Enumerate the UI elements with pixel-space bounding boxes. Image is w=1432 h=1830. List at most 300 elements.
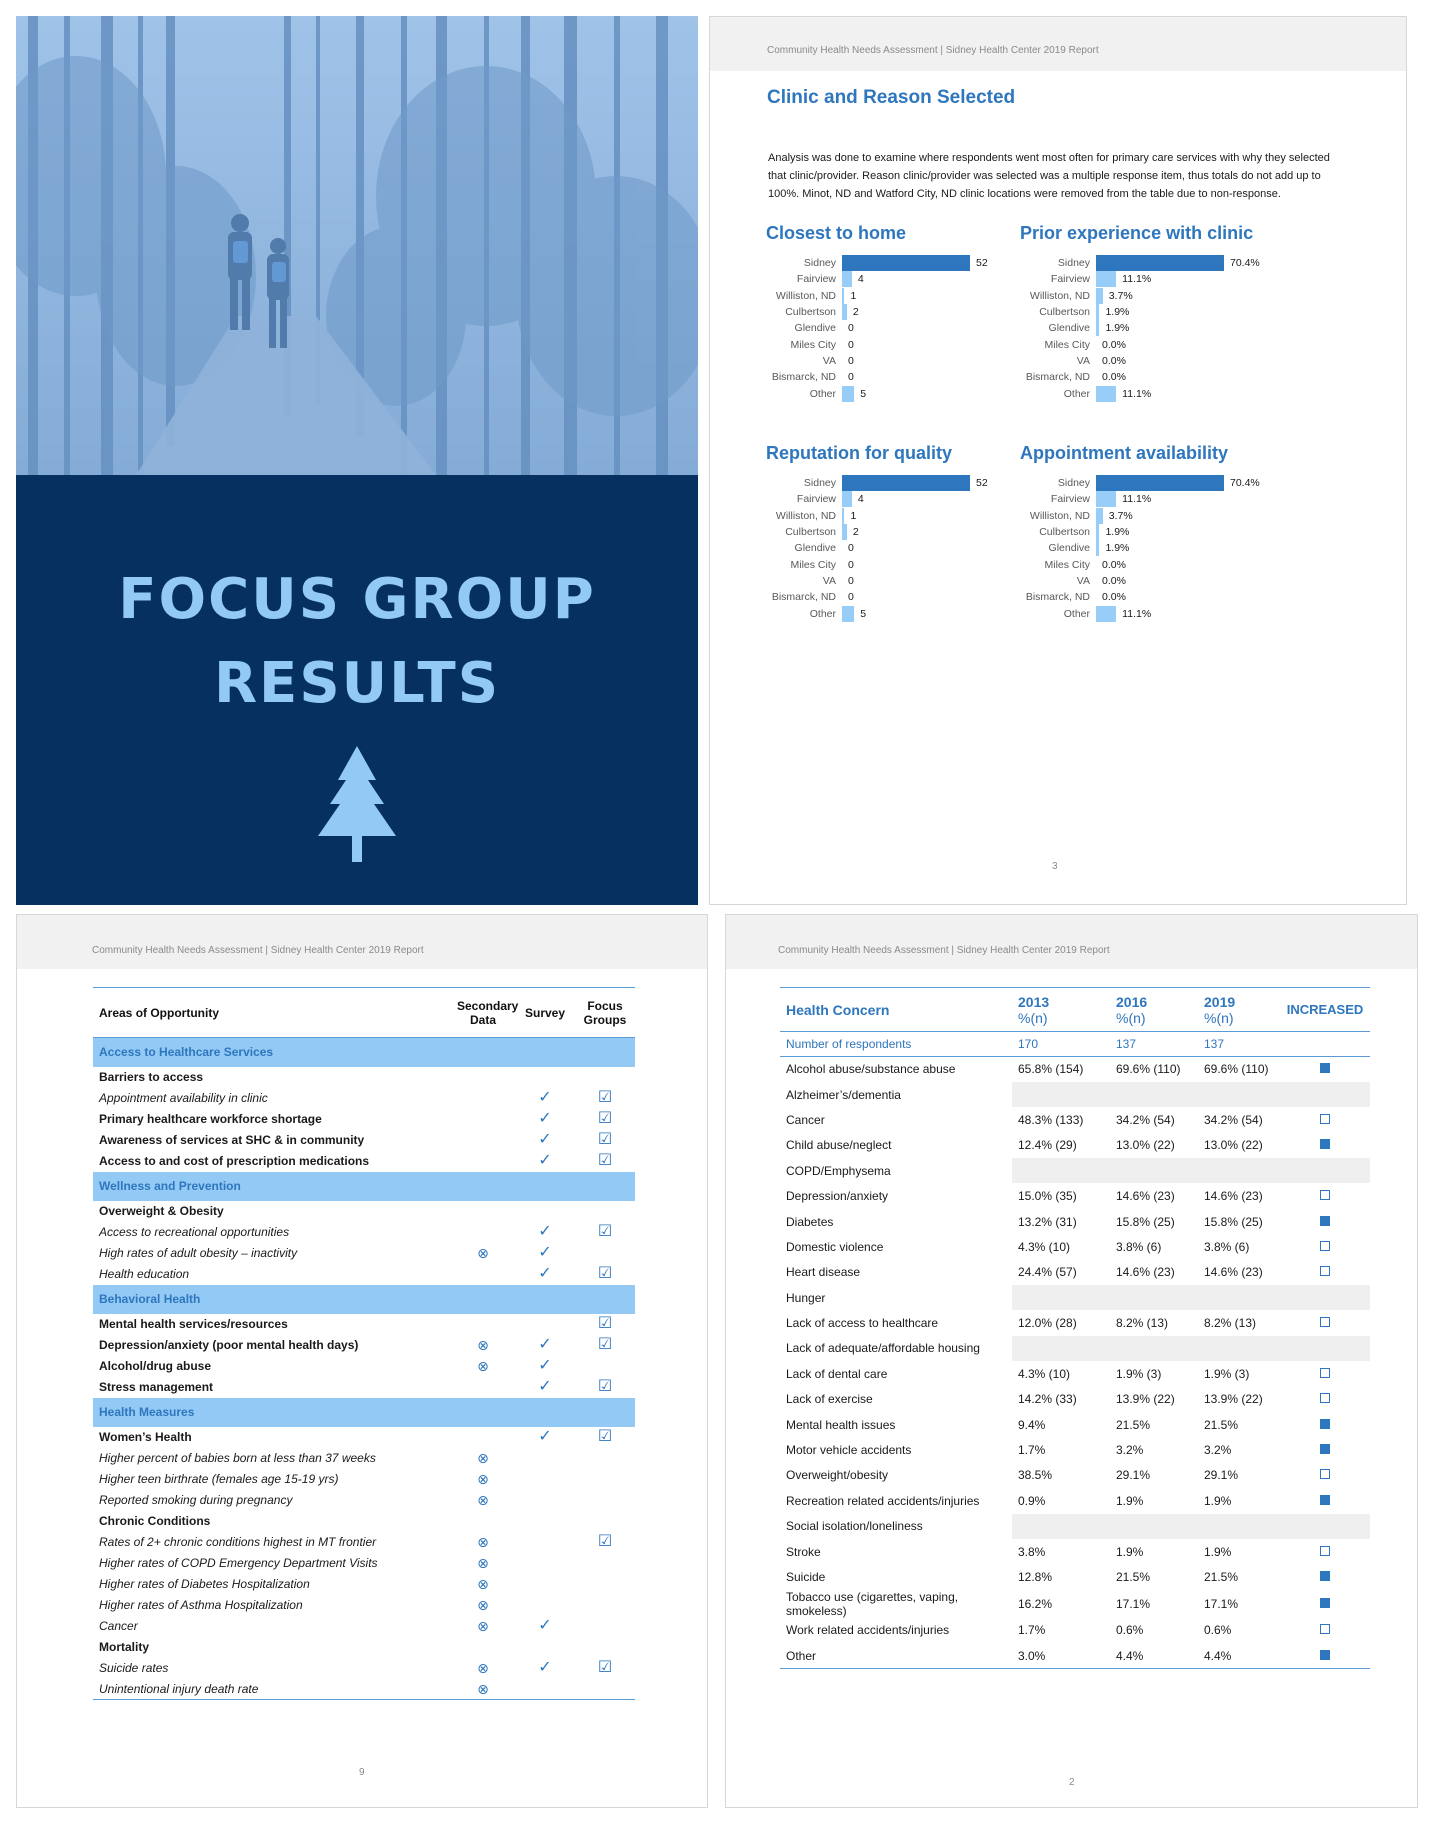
data-label: 2	[852, 306, 859, 319]
concern-label: Suicide	[786, 1570, 826, 1584]
survey-cell	[515, 1469, 575, 1490]
category-label: Sidney	[803, 257, 836, 269]
checkbox-icon: ☑	[597, 1315, 613, 1332]
area-label: Mortality	[99, 1640, 150, 1654]
concern-label: Recreation related accidents/injuries	[786, 1493, 980, 1508]
increased-cell	[1280, 1590, 1370, 1618]
intro-paragraph: Analysis was done to examine where respondents went most often for primary care services with why they selected that clinic/provider. Reason clinic/provider was selected was a multiple response item, thus totals do not add up to 100%. Minot, ND and Watford City, ND clinic locations were removed from the table due to non-response.	[768, 152, 1330, 200]
value-2013: 3.8%	[1018, 1544, 1046, 1559]
data-label: 52	[976, 477, 988, 489]
data-label: 0	[848, 338, 854, 351]
respondents-2019: 137	[1198, 1032, 1280, 1057]
category-label: Fairview	[796, 493, 836, 506]
value-2016: 4.4%	[1110, 1643, 1198, 1668]
category-label: Other	[1063, 387, 1090, 400]
bar	[1096, 304, 1099, 320]
checkbox-icon: ☑	[597, 1659, 613, 1676]
focus-cell	[575, 1553, 635, 1574]
value-2016: 1.9%	[1116, 1544, 1144, 1559]
value-2016: 14.6% (23)	[1116, 1189, 1175, 1204]
value-2019: 21.5%	[1204, 1570, 1239, 1584]
category-label: Other	[1063, 607, 1090, 620]
data-label: 1	[850, 509, 857, 522]
empty-square-icon	[1320, 1266, 1330, 1276]
empty-square-icon	[1320, 1190, 1330, 1200]
value-2016: 13.9% (22)	[1116, 1392, 1175, 1407]
bar	[1096, 386, 1116, 402]
increased-cell	[1280, 1463, 1370, 1488]
secondary-cell	[451, 1314, 515, 1335]
value-2013: 1.7%	[1018, 1623, 1046, 1638]
data-label: 52	[976, 257, 988, 269]
bar	[842, 255, 970, 271]
concern-label: COPD/Emphysema	[786, 1163, 891, 1178]
focus-cell	[575, 1448, 635, 1469]
value-2019: 3.2%	[1204, 1443, 1232, 1458]
focus-cell	[575, 1511, 635, 1532]
data-label: 1.9%	[1105, 306, 1130, 319]
table-row	[93, 1511, 635, 1532]
circle-x-icon: ⊗	[477, 1245, 489, 1261]
category-label: Bismarck, ND	[771, 371, 836, 384]
concern-label: Overweight/obesity	[786, 1468, 889, 1483]
table-row	[93, 1264, 635, 1285]
data-label: 3.7%	[1108, 509, 1133, 522]
table-row	[780, 1590, 1370, 1618]
concern-label: Work related accidents/injuries	[786, 1623, 950, 1638]
value-2019: 8.2% (13)	[1204, 1316, 1257, 1331]
table-row	[780, 1260, 1370, 1285]
col-secondary-data: Secondary Data	[451, 988, 515, 1038]
concern-label: Motor vehicle accidents	[786, 1443, 912, 1458]
bar	[1096, 255, 1224, 271]
increased-cell	[1280, 1234, 1370, 1259]
chart-title: Closest to home	[766, 223, 907, 243]
concern-label: Social isolation/loneliness	[786, 1519, 923, 1534]
focus-cell	[575, 1637, 635, 1658]
chart-title: Reputation for quality	[766, 443, 952, 463]
table-row	[780, 1514, 1370, 1539]
data-label: 70.4%	[1230, 257, 1260, 269]
value-2019: 17.1%	[1204, 1596, 1239, 1611]
page-header-text: Community Health Needs Assessment | Sidney Health Center 2019 Report	[92, 945, 424, 956]
data-label: 0	[848, 591, 854, 604]
circle-x-icon: ⊗	[477, 1492, 489, 1508]
secondary-cell	[451, 1109, 515, 1130]
increased-cell	[1280, 1618, 1370, 1643]
category-label: Miles City	[790, 558, 836, 571]
checkbox-icon: ☑	[597, 1089, 613, 1106]
value-2019: 69.6% (110)	[1204, 1062, 1269, 1077]
table-row	[780, 1412, 1370, 1437]
value-2019: 34.2% (54)	[1204, 1112, 1263, 1127]
bar	[842, 475, 970, 491]
filled-square-icon	[1320, 1598, 1330, 1608]
data-label: 1.9%	[1105, 542, 1130, 555]
survey-cell	[515, 1595, 575, 1616]
category-label: Williston, ND	[775, 509, 836, 522]
table-row	[780, 1539, 1370, 1564]
checkbox-icon: ☑	[597, 1428, 613, 1445]
table-row	[780, 1082, 1370, 1107]
category-label: Williston, ND	[775, 289, 836, 302]
bar	[842, 491, 852, 507]
value-2013: 48.3% (133)	[1018, 1112, 1084, 1127]
value-2019: 1.9% (3)	[1204, 1366, 1250, 1381]
table-row	[93, 1448, 635, 1469]
category-label: Glendive	[1048, 542, 1090, 555]
area-label: Primary healthcare workforce shortage	[99, 1112, 322, 1126]
increased-cell	[1280, 1539, 1370, 1564]
concern-label: Depression/anxiety	[786, 1189, 889, 1204]
value-2019: 1.9%	[1204, 1544, 1232, 1559]
section-label: Access to Healthcare Services	[93, 1038, 635, 1067]
value-2013: 3.0%	[1012, 1643, 1110, 1668]
bar	[842, 508, 844, 524]
value-2016: 3.2%	[1116, 1443, 1144, 1458]
page-title: Clinic and Reason Selected	[767, 87, 1016, 108]
blank-cell	[1012, 1158, 1370, 1183]
value-2019: 29.1%	[1204, 1468, 1239, 1483]
check-icon: ✓	[538, 1223, 552, 1240]
data-label: 70.4%	[1230, 477, 1260, 489]
category-label: VA	[1076, 575, 1090, 588]
checkbox-icon: ☑	[597, 1223, 613, 1240]
bar	[842, 606, 854, 622]
category-label: Sidney	[1057, 257, 1090, 269]
concern-label: Diabetes	[786, 1214, 834, 1229]
category-label: Culbertson	[1039, 526, 1090, 539]
empty-square-icon	[1320, 1114, 1330, 1124]
circle-x-icon: ⊗	[477, 1450, 489, 1466]
table-header-row	[93, 988, 635, 1038]
col-health-concern: Health Concern	[780, 988, 1012, 1032]
bar	[1096, 508, 1103, 524]
table-row	[780, 1310, 1370, 1335]
value-2019: 0.6%	[1204, 1623, 1232, 1638]
circle-x-icon: ⊗	[477, 1471, 489, 1487]
table-row	[93, 1201, 635, 1222]
category-label: Sidney	[803, 477, 836, 489]
value-2019: 14.6% (23)	[1204, 1189, 1263, 1204]
category-label: Williston, ND	[1029, 289, 1090, 302]
checkbox-icon: ☑	[597, 1152, 613, 1169]
area-label: Awareness of services at SHC & in community	[99, 1133, 365, 1147]
bar	[842, 386, 854, 402]
check-icon: ✓	[538, 1336, 552, 1353]
table-row	[93, 1314, 635, 1335]
check-icon: ✓	[538, 1152, 552, 1169]
category-label: Bismarck, ND	[1025, 591, 1090, 604]
checkbox-icon: ☑	[597, 1265, 613, 1282]
empty-square-icon	[1320, 1393, 1330, 1403]
value-2013: 0.9%	[1018, 1493, 1046, 1508]
empty-square-icon	[1320, 1368, 1330, 1378]
table-row	[780, 1107, 1370, 1132]
increased-cell	[1280, 1260, 1370, 1285]
value-2016: 1.9%	[1116, 1493, 1144, 1508]
table-row	[780, 1209, 1370, 1234]
bar	[842, 304, 847, 320]
value-2019: 13.0% (22)	[1204, 1138, 1263, 1153]
cover-title-line2: RESULTS	[213, 651, 501, 716]
blank-cell	[1012, 1285, 1370, 1310]
data-label: 0	[848, 575, 854, 588]
blank-cell	[1012, 1514, 1370, 1539]
area-label: Appointment availability in clinic	[99, 1091, 268, 1105]
value-2019: 4.4%	[1198, 1643, 1280, 1668]
data-label: 0	[848, 558, 854, 571]
area-label: Overweight & Obesity	[99, 1204, 224, 1218]
area-label: Depression/anxiety (poor mental health days)	[99, 1338, 359, 1352]
table-row	[93, 1222, 635, 1243]
value-2016: 1.9% (3)	[1116, 1366, 1162, 1381]
data-label: 0.0%	[1102, 338, 1126, 351]
category-label: Glendive	[1048, 322, 1090, 335]
check-icon: ✓	[538, 1659, 552, 1676]
value-2013: 65.8% (154)	[1018, 1062, 1084, 1077]
survey-cell	[515, 1637, 575, 1658]
respondents-label: Number of respondents	[780, 1032, 1012, 1057]
category-label: Bismarck, ND	[1025, 371, 1090, 384]
increased-cell	[1280, 1133, 1370, 1158]
area-label: Higher rates of Asthma Hospitalization	[99, 1598, 303, 1612]
concern-label: Tobacco use (cigarettes, vaping, smokeless)	[786, 1589, 959, 1618]
section-row	[93, 1285, 635, 1314]
category-label: Glendive	[794, 322, 836, 335]
focus-cell	[575, 1616, 635, 1637]
circle-x-icon: ⊗	[477, 1555, 489, 1571]
secondary-cell	[451, 1130, 515, 1151]
data-label: 11.1%	[1122, 493, 1152, 506]
concern-label: Lack of exercise	[786, 1392, 873, 1407]
category-label: Fairview	[1050, 493, 1090, 506]
value-2016: 15.8% (25)	[1116, 1214, 1175, 1229]
increased-cell	[1280, 1209, 1370, 1234]
area-label: Mental health services/resources	[99, 1317, 288, 1331]
category-label: Miles City	[790, 338, 836, 351]
value-2016: 3.8% (6)	[1116, 1239, 1162, 1254]
year-label: 2019	[1204, 993, 1236, 1010]
area-label: Alcohol/drug abuse	[99, 1359, 212, 1373]
focus-cell	[575, 1574, 635, 1595]
category-label: Other	[809, 387, 836, 400]
data-label: 11.1%	[1122, 273, 1152, 286]
table-row	[780, 1158, 1370, 1183]
table-row	[780, 1643, 1370, 1668]
concern-label: Domestic violence	[786, 1239, 884, 1254]
data-label: 0.0%	[1102, 558, 1126, 571]
increased-cell	[1280, 1437, 1370, 1462]
concern-label: Lack of access to healthcare	[786, 1316, 939, 1331]
respondents-2013: 170	[1012, 1032, 1110, 1057]
value-2016: 14.6% (23)	[1116, 1265, 1175, 1280]
check-icon: ✓	[538, 1357, 552, 1374]
secondary-cell	[451, 1067, 515, 1088]
concern-label: Alcohol abuse/substance abuse	[786, 1062, 956, 1077]
value-2013: 15.0% (35)	[1018, 1189, 1077, 1204]
table-row	[780, 1564, 1370, 1589]
focus-cell	[575, 1595, 635, 1616]
secondary-cell	[451, 1201, 515, 1222]
chart-title: Appointment availability	[1020, 443, 1229, 463]
col-areas: Areas of Opportunity	[93, 988, 451, 1038]
table-row	[780, 1361, 1370, 1386]
category-label: Bismarck, ND	[771, 591, 836, 604]
circle-x-icon: ⊗	[477, 1618, 489, 1634]
page-header-text: Community Health Needs Assessment | Sidney Health Center 2019 Report	[778, 945, 1110, 956]
survey-cell	[515, 1679, 575, 1700]
empty-square-icon	[1320, 1546, 1330, 1556]
data-label: 0.0%	[1102, 575, 1126, 588]
table-row	[780, 1387, 1370, 1412]
table-row	[93, 1335, 635, 1356]
survey-cell	[515, 1201, 575, 1222]
section-label: Behavioral Health	[93, 1285, 635, 1314]
check-icon: ✓	[538, 1131, 552, 1148]
blank-cell	[1012, 1336, 1370, 1361]
col-2016	[1110, 988, 1198, 1032]
value-2013: 12.0% (28)	[1018, 1316, 1077, 1331]
category-label: Culbertson	[785, 526, 836, 539]
survey-cell	[515, 1532, 575, 1553]
circle-x-icon: ⊗	[477, 1358, 489, 1374]
bar	[842, 288, 844, 304]
table-row	[93, 1377, 635, 1398]
table-row	[93, 1637, 635, 1658]
table-header-row	[780, 988, 1370, 1032]
bar	[1096, 320, 1099, 336]
data-label: 0.0%	[1102, 371, 1126, 384]
increased-cell	[1280, 1183, 1370, 1208]
value-2013: 4.3% (10)	[1018, 1366, 1071, 1381]
respondents-2016: 137	[1110, 1032, 1198, 1057]
area-label: Barriers to access	[99, 1070, 204, 1084]
secondary-cell	[451, 1377, 515, 1398]
increased-cell	[1280, 1387, 1370, 1412]
area-label: High rates of adult obesity – inactivity	[99, 1246, 298, 1260]
year-sub: %(n)	[1204, 1009, 1234, 1026]
filled-square-icon	[1320, 1444, 1330, 1454]
table-row	[93, 1088, 635, 1109]
survey-cell	[515, 1067, 575, 1088]
checkbox-icon: ☑	[597, 1131, 613, 1148]
section-label: Wellness and Prevention	[93, 1172, 635, 1201]
forest-trail-photo	[16, 16, 698, 475]
category-label: Culbertson	[1039, 306, 1090, 319]
value-2013: 13.2% (31)	[1018, 1214, 1077, 1229]
category-label: Fairview	[1050, 273, 1090, 286]
data-label: 1	[850, 289, 857, 302]
data-label: 3.7%	[1108, 289, 1133, 302]
page-9	[16, 914, 708, 1808]
increased-cell	[1280, 1107, 1370, 1132]
table-row	[780, 1285, 1370, 1310]
value-2019: 3.8% (6)	[1204, 1239, 1250, 1254]
data-label: 2	[852, 526, 859, 539]
area-label: Rates of 2+ chronic conditions highest in MT frontier	[99, 1535, 377, 1549]
area-label: Health education	[99, 1267, 190, 1281]
secondary-cell	[451, 1222, 515, 1243]
area-label: Higher rates of COPD Emergency Department Visits	[99, 1556, 378, 1570]
check-icon: ✓	[538, 1089, 552, 1106]
checkbox-icon: ☑	[597, 1533, 613, 1550]
circle-x-icon: ⊗	[477, 1534, 489, 1550]
col-2019	[1198, 988, 1280, 1032]
concern-label: Lack of adequate/affordable housing	[786, 1341, 980, 1356]
section-label: Health Measures	[93, 1398, 635, 1427]
table-row	[93, 1130, 635, 1151]
check-icon: ✓	[538, 1428, 552, 1445]
table-row	[93, 1616, 635, 1637]
empty-square-icon	[1320, 1317, 1330, 1327]
page-header-bar	[710, 17, 1406, 71]
value-2013: 4.3% (10)	[1018, 1239, 1071, 1254]
filled-square-icon	[1320, 1650, 1330, 1660]
col-survey: Survey	[515, 988, 575, 1038]
area-label: Higher percent of babies born at less than 37 weeks	[99, 1451, 376, 1465]
focus-cell	[575, 1469, 635, 1490]
data-label: 0.0%	[1102, 355, 1126, 368]
circle-x-icon: ⊗	[451, 1679, 515, 1700]
increased-cell	[1280, 1361, 1370, 1386]
concern-label: Other	[780, 1643, 1012, 1668]
table-row	[93, 1532, 635, 1553]
forest-photo-image	[16, 16, 698, 475]
category-label: Fairview	[796, 273, 836, 286]
page-header-bar	[726, 915, 1417, 969]
cover-page	[16, 16, 698, 905]
cover-title	[16, 558, 698, 726]
secondary-cell	[451, 1264, 515, 1285]
table-row	[93, 1469, 635, 1490]
area-label: Access to recreational opportunities	[99, 1225, 290, 1239]
concern-label: Lack of dental care	[786, 1366, 888, 1381]
area-label: Reported smoking during pregnancy	[99, 1493, 293, 1507]
value-2016: 34.2% (54)	[1116, 1112, 1175, 1127]
check-icon: ✓	[538, 1244, 552, 1261]
value-2016: 29.1%	[1116, 1468, 1151, 1483]
col-2013	[1012, 988, 1110, 1032]
table-row	[93, 1679, 635, 1700]
filled-square-icon	[1320, 1216, 1330, 1226]
data-label: 0	[848, 542, 854, 555]
empty-square-icon	[1320, 1469, 1330, 1479]
focus-cell	[575, 1067, 635, 1088]
filled-square-icon	[1320, 1139, 1330, 1149]
empty-square-icon	[1320, 1241, 1330, 1251]
area-label: Cancer	[99, 1619, 138, 1633]
area-label: Access to and cost of prescription medications	[99, 1154, 370, 1168]
data-label: 1.9%	[1105, 322, 1130, 335]
survey-cell	[515, 1511, 575, 1532]
increased-cell	[1280, 1310, 1370, 1335]
section-row	[93, 1398, 635, 1427]
value-2016: 17.1%	[1116, 1596, 1151, 1611]
increased-cell	[1280, 1643, 1370, 1668]
secondary-cell	[451, 1511, 515, 1532]
bar	[1096, 606, 1116, 622]
bar	[1096, 540, 1099, 556]
page-header-text: Community Health Needs Assessment | Sidney Health Center 2019 Report	[767, 45, 1099, 56]
category-label: Other	[809, 607, 836, 620]
checkbox-icon: ☑	[597, 1110, 613, 1127]
focus-cell	[575, 1201, 635, 1222]
value-2013: 16.2%	[1018, 1596, 1053, 1611]
col-focus-groups: Focus Groups	[575, 988, 635, 1038]
increased-cell	[1280, 1057, 1370, 1082]
table-row	[780, 1336, 1370, 1361]
